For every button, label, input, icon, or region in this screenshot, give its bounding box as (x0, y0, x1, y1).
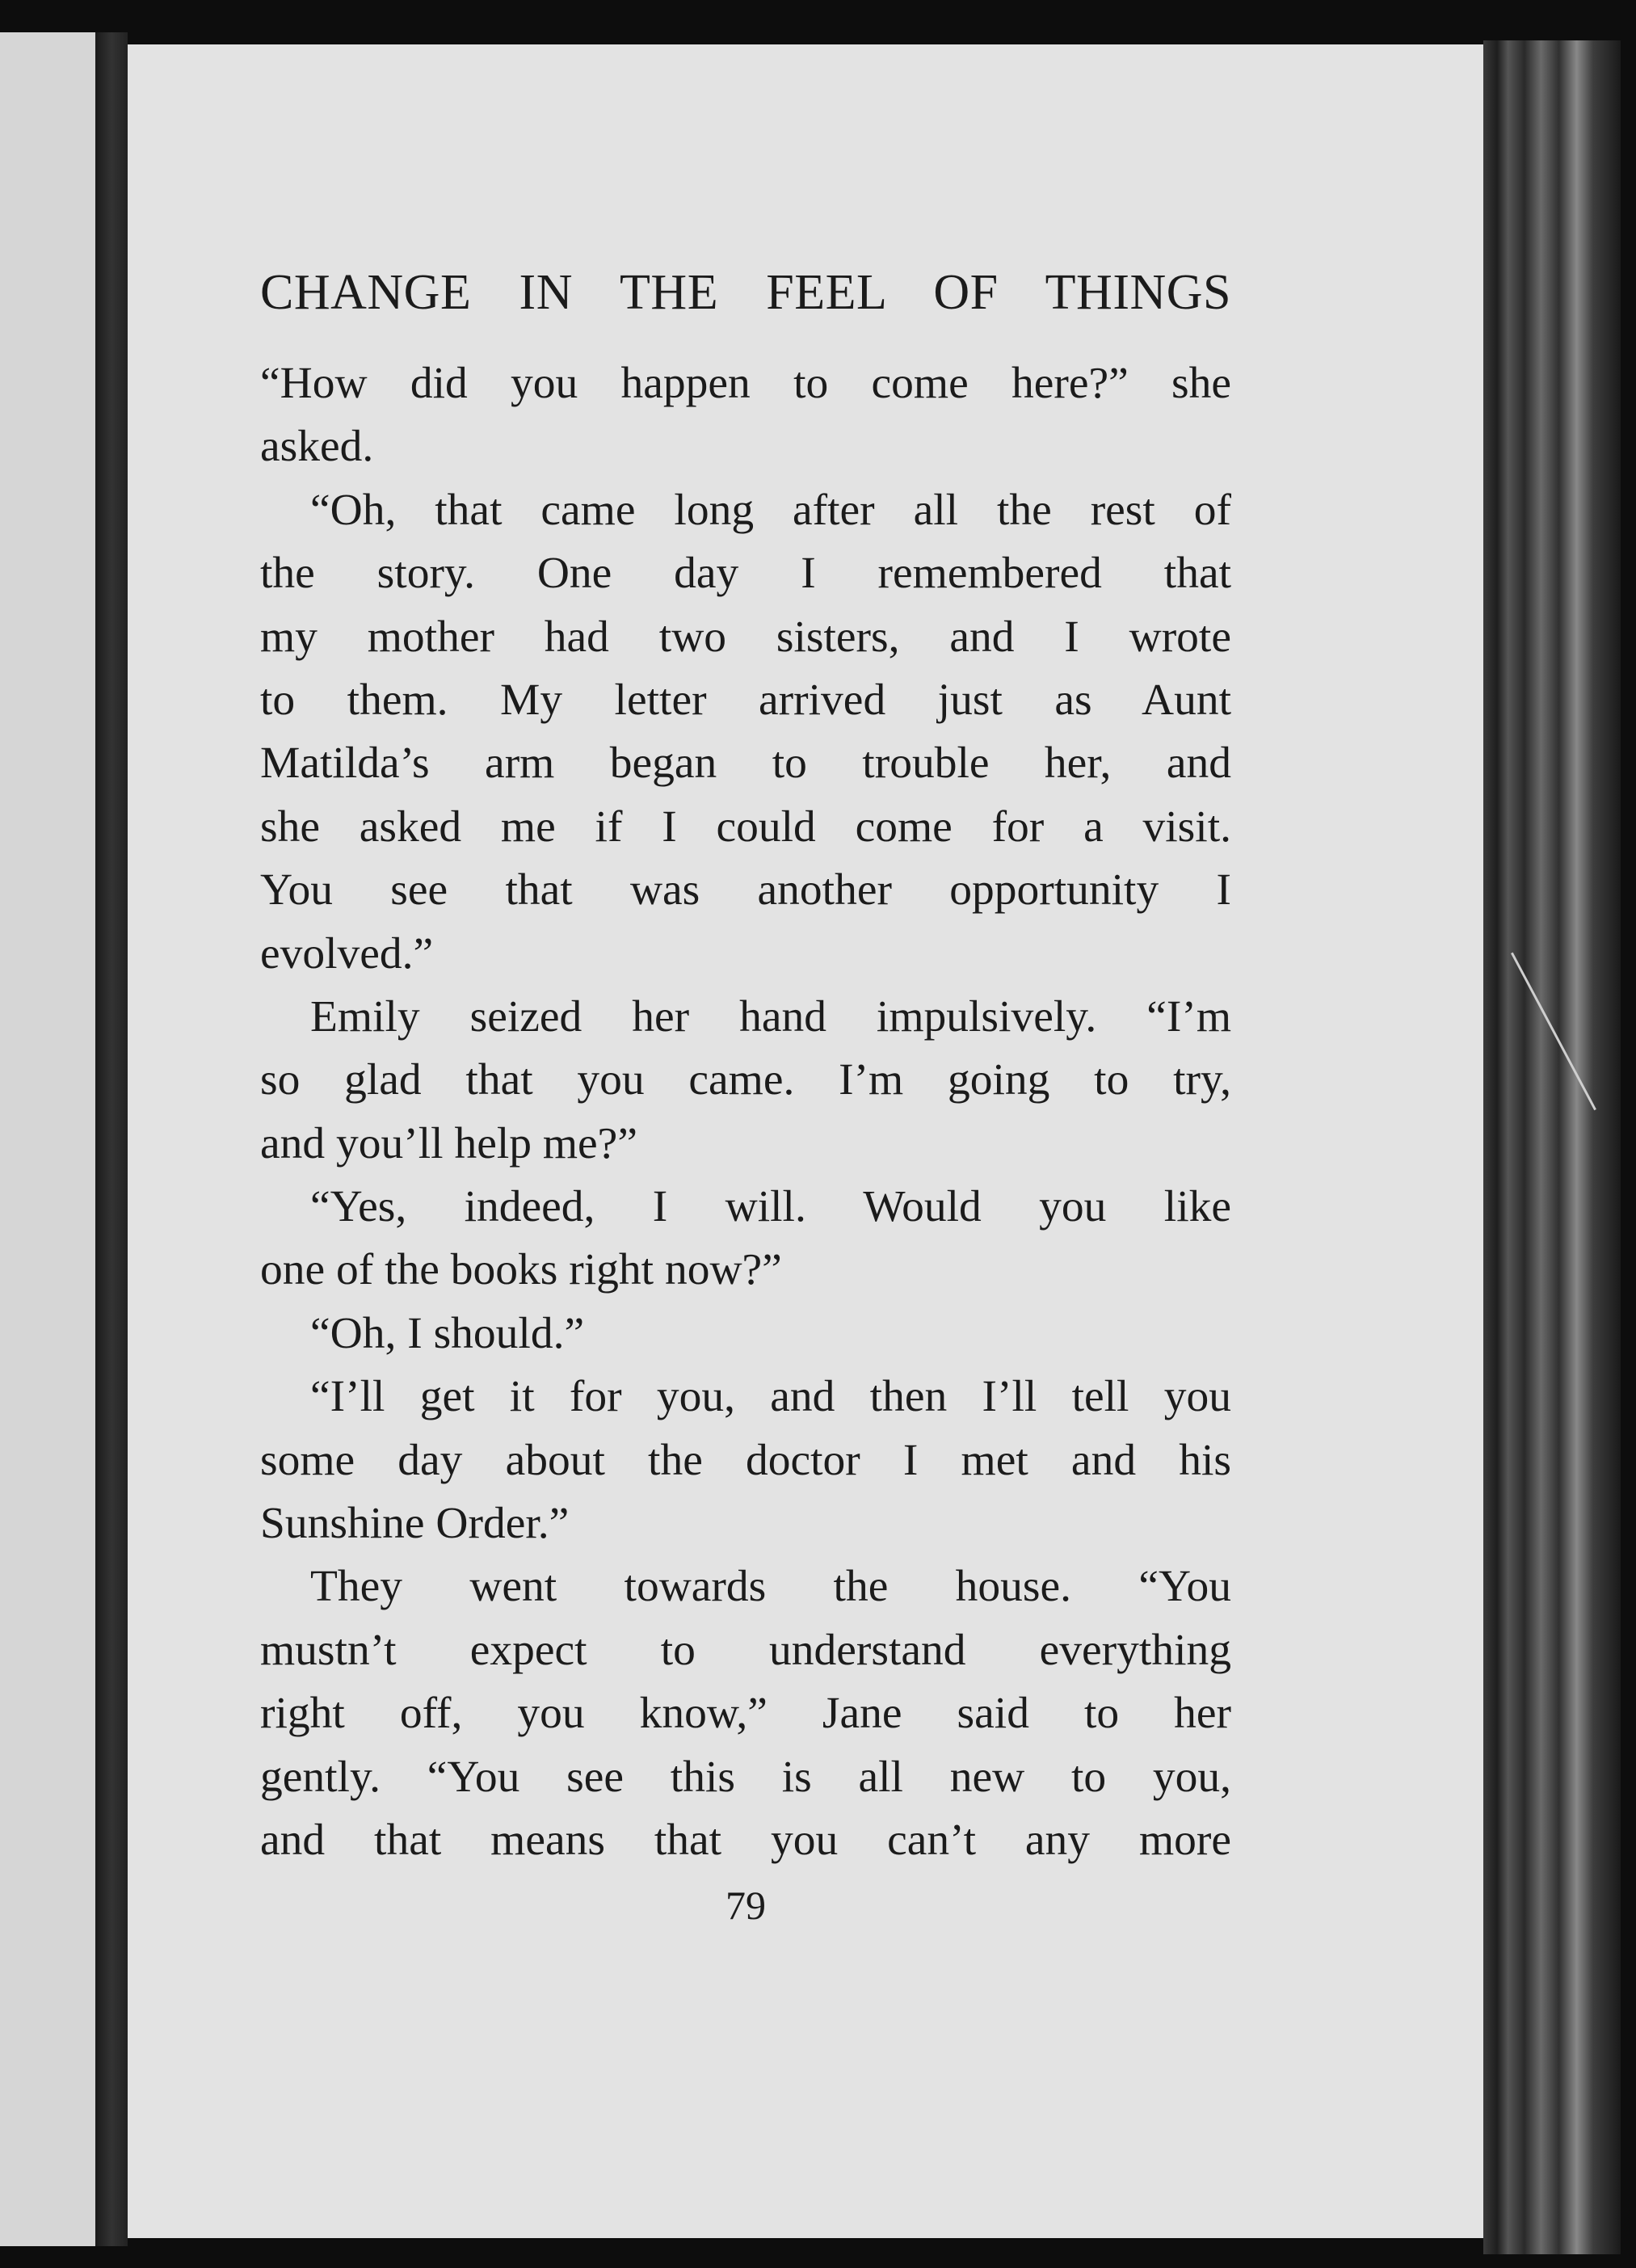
text-line: Emily seized her hand impulsively. “I’m (310, 991, 1231, 1041)
text-line: and that means that you can’t any more (260, 1815, 1231, 1865)
running-head: CHANGE IN THE FEEL OF THINGS (260, 265, 1231, 320)
text-line: some day about the doctor I met and his (260, 1435, 1231, 1485)
text-line: Sunshine Order.” (260, 1499, 570, 1549)
text-line: “How did you happen to come here?” she (260, 359, 1231, 408)
page-body-text (260, 352, 1231, 1872)
text-line: one of the books right now?” (260, 1245, 782, 1295)
text-line: the story. One day I remembered that (260, 549, 1231, 599)
text-line: evolved.” (260, 928, 434, 978)
text-line: They went towards the house. “You (310, 1562, 1231, 1612)
text-line: gently. “You see this is all new to you, (260, 1752, 1231, 1802)
text-line: mustn’t expect to understand everything (260, 1625, 1231, 1675)
text-line: and you’ll help me?” (260, 1118, 637, 1168)
text-line: my mother had two sisters, and I wrote (260, 612, 1231, 662)
text-line: “Oh, that came long after all the rest of (310, 485, 1231, 535)
text-line: “I’ll get it for you, and then I’ll tell you (310, 1372, 1231, 1422)
page-stack-edge (1483, 40, 1621, 2254)
page-number: 79 (725, 1883, 766, 1928)
text-line: Matilda’s arm began to trouble her, and (260, 738, 1231, 789)
text-line: she asked me if I could come for a visit. (260, 802, 1231, 852)
text-line: “Oh, I should.” (310, 1308, 585, 1358)
book-gutter (95, 32, 128, 2246)
text-line: so glad that you came. I’m going to try, (260, 1055, 1231, 1105)
text-line: right off, you know,” Jane said to her (260, 1689, 1231, 1739)
text-line: “Yes, indeed, I will. Would you like (310, 1182, 1231, 1232)
text-line: asked. (260, 422, 374, 472)
text-line: You see that was another opportunity I (260, 865, 1231, 915)
text-line: to them. My letter arrived just as Aunt (260, 675, 1231, 725)
facing-page-edge (0, 32, 97, 2246)
